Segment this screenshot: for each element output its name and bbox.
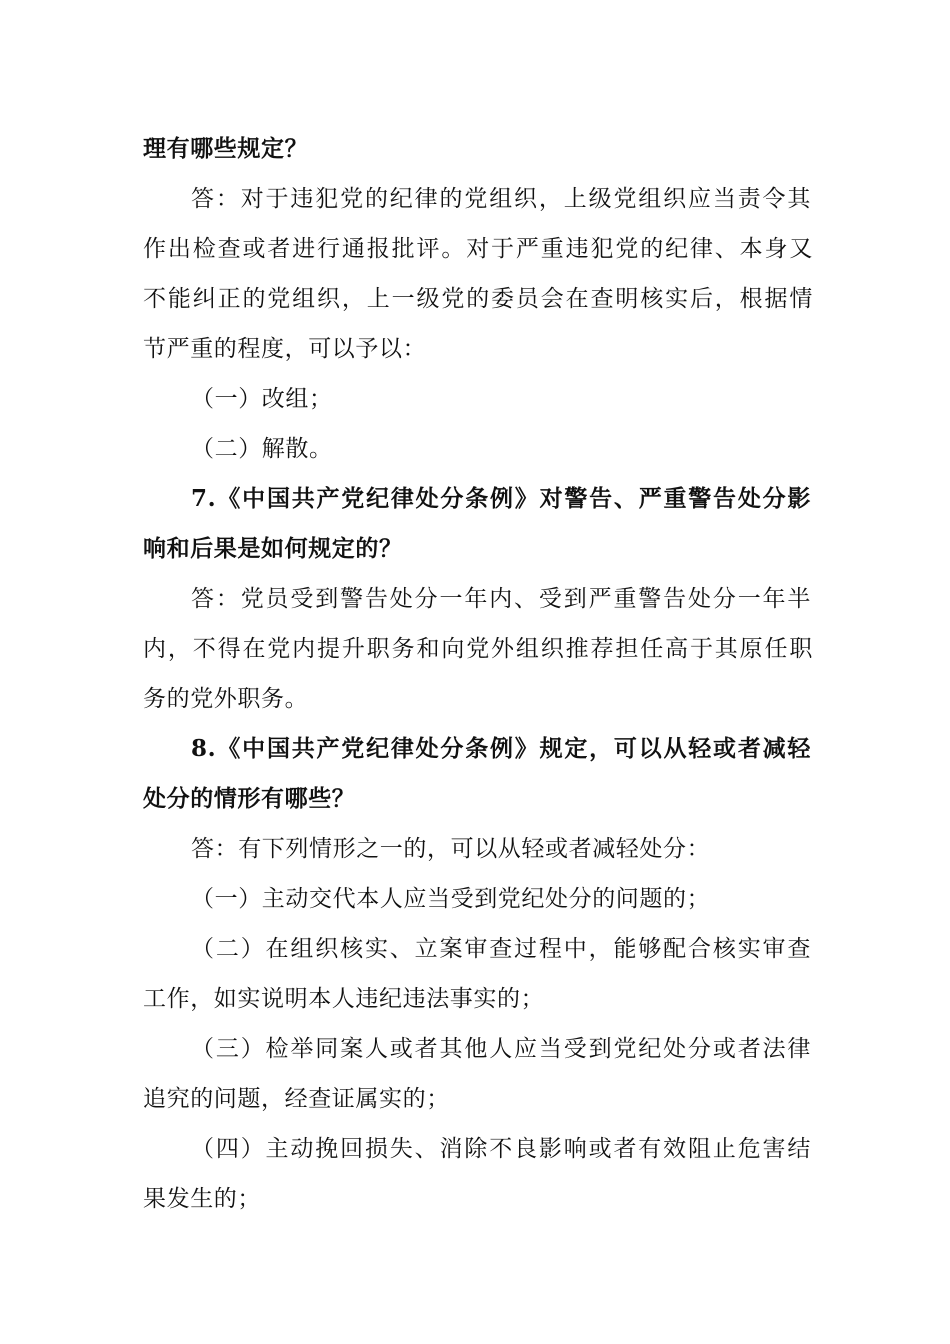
answer-8-item: （二）在组织核实、立案审查过程中，能够配合核实审查: [191, 936, 811, 962]
answer-8-item-continuation: 工作，如实说明本人违纪违法事实的；: [143, 986, 545, 1012]
answer-8-item: （三）检举同案人或者其他人应当受到党纪处分或者法律: [191, 1036, 811, 1062]
answer-6-paragraph-line: 作出检查或者进行通报批评。对于严重违犯党的纪律、本身又: [143, 236, 813, 262]
answer-8-item: （一）主动交代本人应当受到党纪处分的问题的；: [191, 886, 711, 912]
question-7-title: 7.《中国共产党纪律处分条例》对警告、严重警告处分影: [191, 485, 811, 512]
answer-8-item: （四）主动挽回损失、消除不良影响或者有效阻止危害结: [191, 1136, 811, 1162]
question-8-title: 处分的情形有哪些？: [143, 785, 356, 812]
question-6-title-continuation: 理有哪些规定？: [143, 135, 309, 162]
answer-7-paragraph-line: 务的党外职务。: [143, 686, 309, 712]
answer-8-item-continuation: 追究的问题，经查证属实的；: [143, 1086, 450, 1112]
answer-6-paragraph-line: 答：对于违犯党的纪律的党组织，上级党组织应当责令其: [191, 186, 811, 212]
answer-8-item-continuation: 果发生的；: [143, 1186, 261, 1212]
answer-6-item: （二）解散。: [191, 436, 333, 462]
answer-6-paragraph-line: 不能纠正的党组织，上一级党的委员会在查明核实后，根据情: [143, 286, 813, 312]
question-8-title: 8.《中国共产党纪律处分条例》规定，可以从轻或者减轻: [191, 735, 811, 762]
answer-8-intro: 答：有下列情形之一的，可以从轻或者减轻处分：: [191, 836, 711, 862]
answer-6-paragraph-line: 节严重的程度，可以予以：: [143, 336, 427, 362]
answer-7-paragraph-line: 答：党员受到警告处分一年内、受到严重警告处分一年半: [191, 586, 811, 612]
answer-7-paragraph-line: 内，不得在党内提升职务和向党外组织推荐担任高于其原任职: [143, 636, 813, 662]
question-7-title: 响和后果是如何规定的？: [143, 535, 403, 562]
answer-6-item: （一）改组；: [191, 386, 333, 412]
